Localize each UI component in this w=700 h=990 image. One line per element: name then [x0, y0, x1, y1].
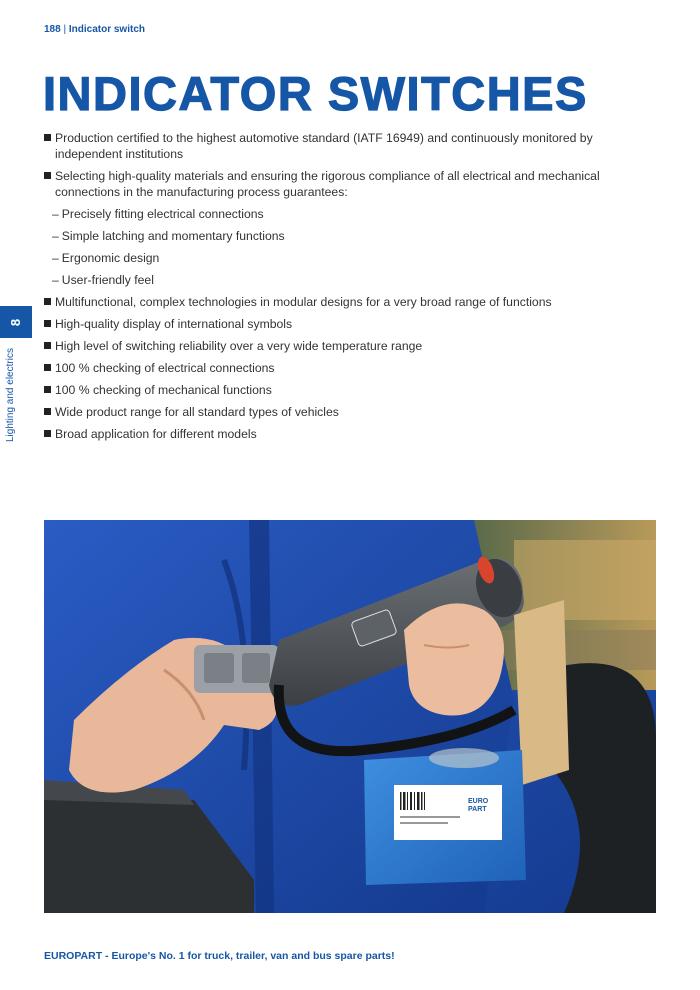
list-item — [44, 404, 654, 420]
dash-bullet-icon: – — [52, 251, 59, 265]
chapter-label: Lighting and electrics — [5, 348, 16, 442]
chapter-number: 8 — [8, 318, 24, 326]
list-item-text: 100 % checking of mechanical functions — [55, 383, 272, 397]
section-name: Indicator switch — [68, 24, 145, 35]
square-bullet-icon — [44, 408, 51, 415]
box-logo-line2: PART — [468, 806, 487, 813]
list-item-text: 100 % checking of electrical connections — [55, 361, 275, 375]
page-header — [44, 24, 145, 35]
list-item — [44, 338, 654, 354]
page-footer: EUROPART - Europe's No. 1 for truck, trailer, van and bus spare parts! — [44, 950, 395, 962]
list-item-text: High level of switching reliability over a very wide temperature range — [55, 339, 423, 353]
square-bullet-icon — [44, 364, 51, 371]
list-subitem — [44, 206, 654, 222]
list-item-text: Simple latching and momentary functions — [61, 229, 285, 243]
square-bullet-icon — [44, 298, 51, 305]
list-item — [44, 426, 654, 442]
list-item — [44, 360, 654, 376]
list-item-text: User-friendly feel — [61, 273, 154, 287]
square-bullet-icon — [44, 386, 51, 393]
list-item-text: Wide product range for all standard types of vehicles — [55, 405, 339, 419]
dash-bullet-icon: – — [52, 207, 59, 221]
chapter-tab — [0, 306, 32, 338]
dash-bullet-icon: – — [52, 273, 59, 287]
list-item-text: Selecting high-quality materials and ensuring the rigorous compliance of all electrical and mechanical connections in the manufacturing process guarantees: — [55, 169, 600, 199]
list-item-text: Precisely fitting electrical connections — [61, 207, 264, 221]
product-photo-illustration — [44, 520, 656, 913]
square-bullet-icon — [44, 134, 51, 141]
page-title: INDICATOR SWITCHES — [43, 67, 588, 120]
list-subitem — [44, 272, 654, 288]
square-bullet-icon — [44, 430, 51, 437]
list-item-text: Ergonomic design — [61, 251, 160, 265]
list-item-text: High-quality display of international symbols — [55, 317, 293, 331]
product-photo — [44, 520, 656, 913]
list-subitem — [44, 250, 654, 266]
list-item — [44, 382, 654, 398]
list-item — [44, 130, 654, 162]
square-bullet-icon — [44, 320, 51, 327]
list-item — [44, 294, 654, 310]
list-subitem — [44, 228, 654, 244]
list-item-text: Broad application for different models — [55, 427, 257, 441]
dash-bullet-icon: – — [52, 229, 59, 243]
list-item — [44, 168, 654, 200]
list-item-text: Multifunctional, complex technologies in modular designs for a very broad range of functions — [55, 295, 552, 309]
header-separator: | — [63, 24, 67, 35]
square-bullet-icon — [44, 172, 51, 179]
page-number: 188 — [44, 24, 61, 35]
square-bullet-icon — [44, 342, 51, 349]
box-logo-line1: EURO — [468, 798, 489, 805]
feature-list — [44, 130, 654, 448]
list-item — [44, 316, 654, 332]
list-item-text: Production certified to the highest automotive standard (IATF 16949) and continuously monitored by independent institutions — [55, 131, 593, 161]
